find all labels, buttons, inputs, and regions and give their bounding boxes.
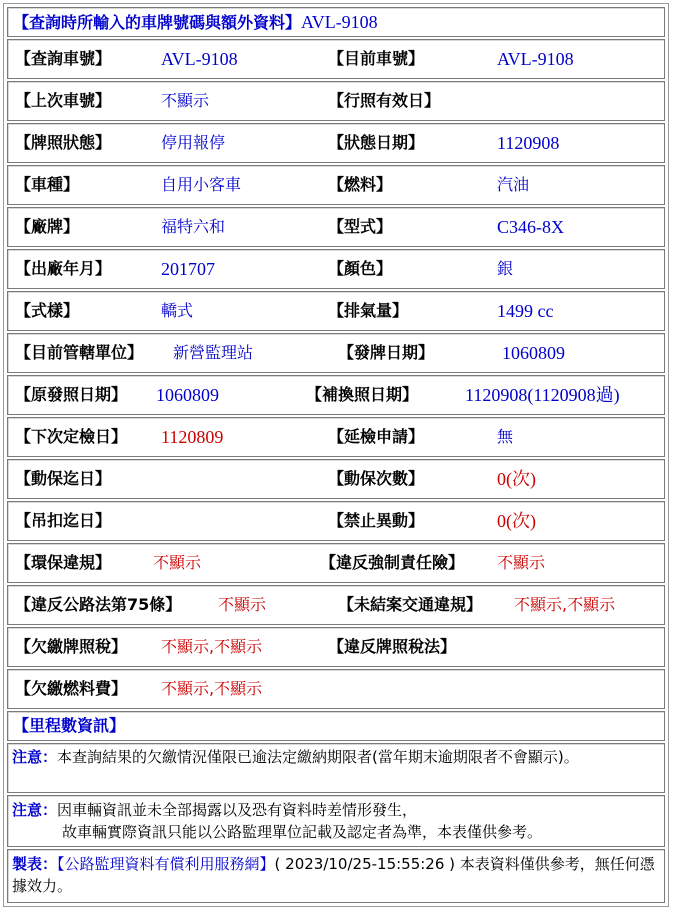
row-unpaid-license-tax [7,627,665,667]
value-inspection-extension: 無 [497,427,514,446]
value-next-inspection: 1120809 [161,427,224,447]
report-title: 【查詢時所輸入的車牌號碼與額外資料】AVL-9108 [13,12,378,32]
row-body-style [7,291,665,331]
label-transfer-ban: 【禁止異動】 [328,511,425,530]
value-issue-date: 1060809 [502,343,565,363]
note-2-label: 注意： [12,801,58,819]
footer-source: 【公路監理資料有償利用服務網】 [57,855,275,873]
label-query-plate: 【查詢車號】 [15,49,112,68]
report-footer [7,849,665,903]
value-brand: 福特六和 [161,217,226,236]
label-environmental-violation: 【環保違規】 [15,553,112,572]
value-chattel-mortgage-count: 0(次) [497,469,536,489]
label-license-tax-violation: 【違反牌照稅法】 [328,637,457,656]
note-2-line-1: 因車輛資訊並未全部揭露以及恐有資料時差情形發生， [57,801,418,819]
label-displacement: 【排氣量】 [328,301,409,320]
row-jurisdiction [7,333,665,373]
label-model: 【型式】 [328,217,393,236]
row-plate-status [7,123,665,163]
row-original-license-date [7,375,665,415]
label-brand: 【廠牌】 [15,217,80,236]
note-1-label: 注意： [12,748,58,766]
value-jurisdiction: 新營監理站 [173,343,254,362]
value-displacement: 1499 cc [497,301,554,321]
mileage-section [7,711,665,741]
footer-label: 製表： [12,855,58,873]
label-replacement-date: 【補換照日期】 [306,385,419,404]
row-environmental-violation [7,543,665,583]
label-compulsory-insurance-violation: 【違反強制責任險】 [320,553,465,572]
label-issue-date: 【發牌日期】 [338,343,435,362]
label-suspension-end: 【吊扣迄日】 [15,511,112,530]
label-license-valid-date: 【行照有效日】 [328,91,441,110]
value-body-style: 轎式 [161,301,194,320]
label-chattel-mortgage-count: 【動保次數】 [328,469,425,488]
mileage-title: 【里程數資訊】 [13,716,126,735]
label-open-traffic-violation: 【未結案交通違規】 [338,595,483,614]
label-jurisdiction: 【目前管轄單位】 [15,343,144,362]
label-plate-status: 【牌照狀態】 [15,133,112,152]
value-vehicle-type: 自用小客車 [161,175,242,194]
label-unpaid-fuel-fee: 【欠繳燃料費】 [15,679,128,698]
row-next-inspection [7,417,665,457]
value-model: C346-8X [497,217,564,237]
report-header [7,7,665,37]
value-color: 銀 [497,259,514,278]
row-previous-plate [7,81,665,121]
value-original-license-date: 1060809 [156,385,219,405]
label-color: 【顏色】 [328,259,393,278]
footer-text [12,853,660,897]
row-manufacture-date [7,249,665,289]
note-2-text [12,799,660,843]
note-2-line-2: 故車輛實際資訊只能以公路監理單位記載及認定者為準，本表僅供參考。 [62,823,543,841]
label-inspection-extension: 【延檢申請】 [328,427,425,446]
row-suspension [7,501,665,541]
value-highway-act-violation: 不顯示 [218,595,267,614]
note-unpaid-scope [7,743,665,793]
value-environmental-violation: 不顯示 [153,553,202,572]
note-disclaimer [7,795,665,847]
label-fuel: 【燃料】 [328,175,393,194]
value-open-traffic-violation: 不顯示,不顯示 [514,595,616,614]
label-vehicle-type: 【車種】 [15,175,80,194]
value-plate-status: 停用報停 [161,133,226,152]
row-brand [7,207,665,247]
value-compulsory-insurance-violation: 不顯示 [497,553,546,572]
value-previous-plate: 不顯示 [161,91,210,110]
row-unpaid-fuel-fee [7,669,665,709]
label-current-plate: 【目前車號】 [328,49,425,68]
value-transfer-ban: 0(次) [497,511,536,531]
label-next-inspection: 【下次定檢日】 [15,427,128,446]
value-manufacture-date: 201707 [161,259,215,279]
value-unpaid-license-tax: 不顯示,不顯示 [161,637,263,656]
value-current-plate: AVL-9108 [497,49,574,69]
label-manufacture-date: 【出廠年月】 [15,259,112,278]
label-status-date: 【狀態日期】 [328,133,425,152]
label-previous-plate: 【上次車號】 [15,91,112,110]
value-query-plate: AVL-9108 [161,49,238,69]
footer-body: ( 2023/10/25-15:55:26 ) 本表資料僅供參考，無任何憑據效力。 [12,855,655,895]
value-fuel: 汽油 [497,175,530,194]
label-original-license-date: 【原發照日期】 [15,385,128,404]
value-status-date: 1120908 [497,133,560,153]
value-replacement-date: 1120908(1120908過) [465,385,620,405]
label-unpaid-license-tax: 【欠繳牌照稅】 [15,637,128,656]
header-plate: AVL-9108 [301,12,378,32]
label-body-style: 【式樣】 [15,301,80,320]
note-1-text: 注意：本查詢結果的欠繳情況僅限已逾法定繳納期限者(當年期末逾期限者不會顯示)。 [12,748,579,766]
row-vehicle-type [7,165,665,205]
row-highway-act-violation [7,585,665,625]
value-unpaid-fuel-fee: 不顯示,不顯示 [161,679,263,698]
label-highway-act-violation: 【違反公路法第75條】 [15,595,182,614]
row-chattel-mortgage [7,459,665,499]
row-plate-number [7,39,665,79]
label-chattel-mortgage-end: 【動保迄日】 [15,469,112,488]
